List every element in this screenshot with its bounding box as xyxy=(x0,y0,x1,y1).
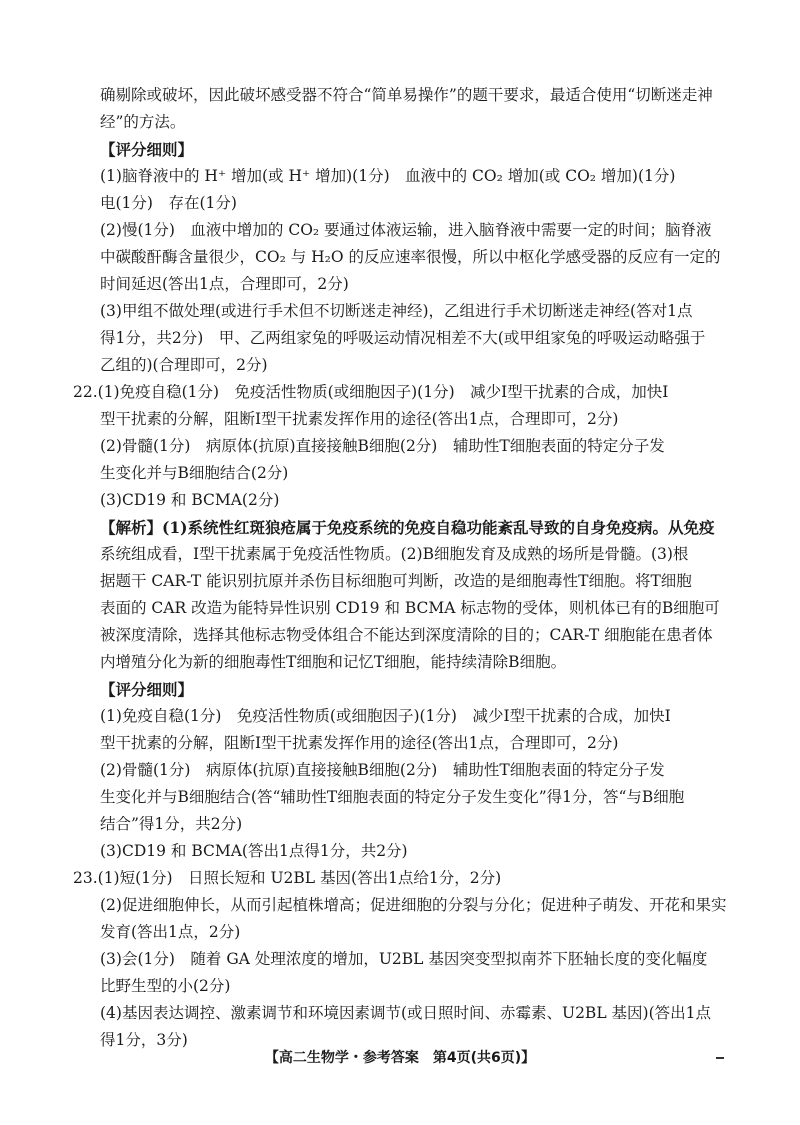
text-line: 中碳酸酐酶含量很少，CO₂ 与 H₂O 的反应速率很慢，所以中枢化学感受器的反应有一定的 xyxy=(100,248,721,266)
text-line: (1)免疫自稳(1分) 免疫活性物质(或细胞因子)(1分) 减少Ⅰ型干扰素的合成，加快Ⅰ xyxy=(100,707,671,725)
text-line: (3)CD19 和 BCMA(答出1点得1分，共2分) xyxy=(100,842,408,860)
text-line: (2)促进细胞伸长，从而引起植株增高；促进细胞的分裂与分化；促进种子萌发、开花和果实 xyxy=(100,896,727,914)
text-line: 结合”得1分，共2分) xyxy=(100,815,243,833)
text-line: 生变化并与B细胞结合(2分) xyxy=(100,464,289,482)
text-line: 表面的 CAR 改造为能特异性识别 CD19 和 BCMA 标志物的受体，则机体已有的B细胞可 xyxy=(100,599,720,617)
question-22-first-line: 22.(1)免疫自稳(1分) 免疫活性物质(或细胞因子)(1分) 减少Ⅰ型干扰素的合成，加快Ⅰ xyxy=(73,383,669,401)
answer-content xyxy=(73,82,730,1054)
question-23-first-line: 23.(1)短(1分) 日照长短和 U2BL 基因(答出1点给1分，2分) xyxy=(73,869,502,887)
text-line: 得1分，3分) xyxy=(100,1031,188,1049)
section-analysis-line: 【解析】(1)系统性红斑狼疮属于免疫系统的免疫自稳功能紊乱导致的自身免疫病。从免疫 xyxy=(100,518,715,537)
text-line: 乙组的)(合理即可，2分) xyxy=(100,356,268,374)
section-heading-scoring: 【评分细则】 xyxy=(100,140,194,159)
question-23 xyxy=(73,865,730,1054)
text-line: (2)骨髓(1分) 病原体(抗原)直接接触B细胞(2分) 辅助性T细胞表面的特定分子发 xyxy=(100,437,665,455)
text-line: 被深度清除，选择其他标志物受体组合不能达到深度清除的目的；CAR-T 细胞能在患者体 xyxy=(100,626,713,644)
text-line: 发育(答出1点，2分) xyxy=(100,923,241,941)
text-line: 型干扰素的分解，阻断Ⅰ型干扰素发挥作用的途径(答出1点，合理即可，2分) xyxy=(100,410,619,428)
question-22 xyxy=(73,379,730,865)
text-line: 据题干 CAR-T 能识别抗原并杀伤目标细胞可判断，改造的是细胞毒性T细胞。将T细胞 xyxy=(100,572,692,590)
text-line: 确剔除或破坏，因此破坏感受器不符合“简单易操作”的题干要求，最适合使用“切断迷走神 xyxy=(100,86,713,104)
page-footer: 【高二生物学・参考答案 第4页(共6页)】 xyxy=(264,1050,536,1066)
corner-mark xyxy=(716,1057,724,1059)
text-line: (3)CD19 和 BCMA(2分) xyxy=(100,491,280,509)
text-line: 时间延迟(答出1点，合理即可，2分) xyxy=(100,275,349,293)
text-line: 内增殖分化为新的细胞毒性T细胞和记忆T细胞，能持续清除B细胞。 xyxy=(100,653,567,671)
text-line: 生变化并与B细胞结合(答“辅助性T细胞表面的特定分子发生变化”得1分，答“与B细胞 xyxy=(100,788,685,806)
text-line: (3)会(1分) 随着 GA 处理浓度的增加，U2BL 基因突变型拟南芥下胚轴长度的变化幅度 xyxy=(100,950,708,968)
text-line: (3)甲组不做处理(或进行手术但不切断迷走神经)，乙组进行手术切断迷走神经(答对1点 xyxy=(100,302,693,320)
text-line: 比野生型的小(2分) xyxy=(100,977,231,995)
text-line: (2)骨髓(1分) 病原体(抗原)直接接触B细胞(2分) 辅助性T细胞表面的特定分子发 xyxy=(100,761,665,779)
text-line: 经”的方法。 xyxy=(100,113,186,131)
text-line: 电(1分) 存在(1分) xyxy=(100,194,237,212)
text-line: 得1分，共2分) 甲、乙两组家兔的呼吸运动情况相差不大(或甲组家兔的呼吸运动略强于 xyxy=(100,329,706,347)
text-line: (4)基因表达调控、激素调节和环境因素调节(或日照时间、赤霉素、U2BL 基因)(答出1点 xyxy=(100,1004,711,1022)
section-heading-scoring: 【评分细则】 xyxy=(100,680,194,699)
text-line: 型干扰素的分解，阻断Ⅰ型干扰素发挥作用的途径(答出1点，合理即可，2分) xyxy=(100,734,619,752)
text-line: (1)脑脊液中的 H⁺ 增加(或 H⁺ 增加)(1分) 血液中的 CO₂ 增加(或 CO₂ 增加)(1分) xyxy=(100,167,676,185)
text-line: (2)慢(1分) 血液中增加的 CO₂ 要通过体液运输，进入脑脊液中需要一定的时间；脑脊液 xyxy=(100,221,712,239)
text-line: 系统组成看，Ⅰ型干扰素属于免疫活性物质。(2)B细胞发育及成熟的场所是骨髓。(3)根 xyxy=(100,545,689,563)
